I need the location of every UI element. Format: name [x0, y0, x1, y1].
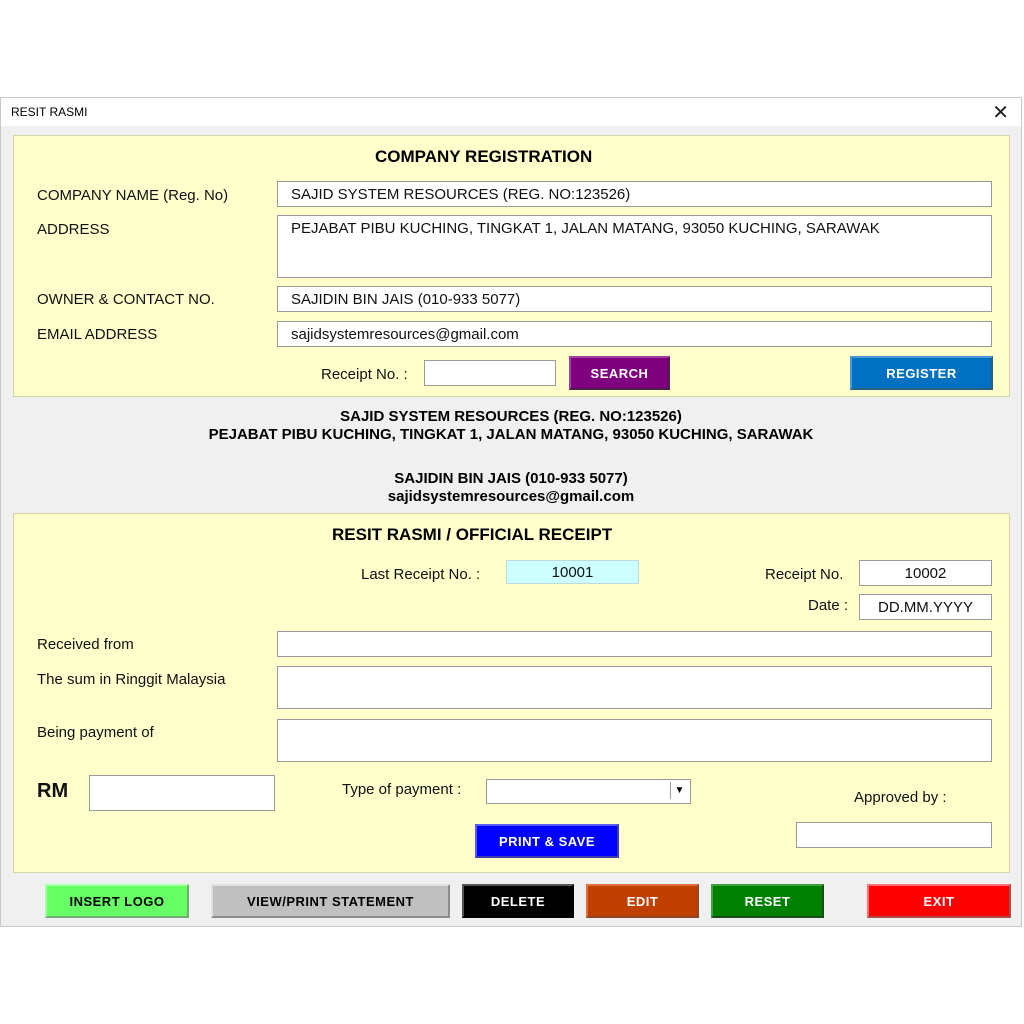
insert-logo-button[interactable]: INSERT LOGO — [45, 884, 189, 918]
chevron-down-icon[interactable]: ▼ — [670, 782, 688, 799]
received-from-input[interactable] — [277, 631, 992, 657]
title-bar — [1, 98, 1021, 126]
payment-of-input[interactable] — [277, 719, 992, 762]
rm-input[interactable] — [89, 775, 275, 811]
official-receipt-panel — [13, 513, 1010, 873]
address-input[interactable]: PEJABAT PIBU KUCHING, TINGKAT 1, JALAN MATANG, 93050 KUCHING, SARAWAK — [277, 215, 992, 278]
last-receipt-label: Last Receipt No. : — [361, 566, 481, 583]
window-title: RESIT RASMI — [11, 105, 88, 119]
payment-type-select[interactable] — [486, 779, 691, 804]
receipt-heading: RESIT RASMI / OFFICIAL RECEIPT — [332, 525, 613, 544]
receipt-no-label: Receipt No. — [765, 566, 844, 583]
edit-button[interactable]: EDIT — [586, 884, 699, 918]
print-save-button[interactable]: PRINT & SAVE — [475, 824, 619, 858]
sum-input[interactable] — [277, 666, 992, 709]
company-registration-panel — [13, 135, 1010, 397]
approved-by-input[interactable] — [796, 822, 992, 848]
close-icon[interactable]: ✕ — [992, 102, 1009, 124]
receipt-window — [0, 97, 1022, 927]
owner-contact-label: OWNER & CONTACT NO. — [37, 291, 215, 308]
delete-button[interactable]: DELETE — [462, 884, 574, 918]
email-input[interactable]: sajidsystemresources@gmail.com — [277, 321, 992, 347]
reset-button[interactable]: RESET — [711, 884, 824, 918]
search-button[interactable]: SEARCH — [569, 356, 670, 390]
register-button[interactable]: REGISTER — [850, 356, 993, 390]
date-input[interactable]: DD.MM.YYYY — [859, 594, 992, 620]
company-address-display: PEJABAT PIBU KUCHING, TINGKAT 1, JALAN MATANG, 93050 KUCHING, SARAWAK — [208, 426, 814, 443]
payment-of-label: Being payment of — [37, 724, 154, 741]
payment-type-label: Type of payment : — [342, 781, 462, 798]
owner-contact-input[interactable]: SAJIDIN BIN JAIS (010-933 5077) — [277, 286, 992, 312]
sum-label: The sum in Ringgit Malaysia — [37, 671, 226, 688]
receipt-no-input[interactable]: 10002 — [859, 560, 992, 586]
registration-heading: COMPANY REGISTRATION — [375, 147, 593, 166]
receipt-search-label: Receipt No. : — [321, 366, 408, 383]
address-label: ADDRESS — [37, 221, 110, 238]
date-label: Date : — [808, 597, 849, 614]
approved-by-label: Approved by : — [854, 789, 947, 806]
email-display: sajidsystemresources@gmail.com — [387, 488, 635, 505]
view-print-statement-button[interactable]: VIEW/PRINT STATEMENT — [211, 884, 450, 918]
received-from-label: Received from — [37, 636, 134, 653]
company-name-display: SAJID SYSTEM RESOURCES (REG. NO:123526) — [340, 408, 682, 425]
company-name-input[interactable]: SAJID SYSTEM RESOURCES (REG. NO:123526) — [277, 181, 992, 207]
company-name-label: COMPANY NAME (Reg. No) — [37, 187, 229, 204]
email-label: EMAIL ADDRESS — [37, 326, 158, 343]
receipt-search-input[interactable] — [424, 360, 556, 386]
exit-button[interactable]: EXIT — [867, 884, 1011, 918]
rm-label: RM — [37, 780, 69, 802]
last-receipt-value: 10001 — [506, 560, 639, 584]
owner-display: SAJIDIN BIN JAIS (010-933 5077) — [394, 470, 628, 487]
